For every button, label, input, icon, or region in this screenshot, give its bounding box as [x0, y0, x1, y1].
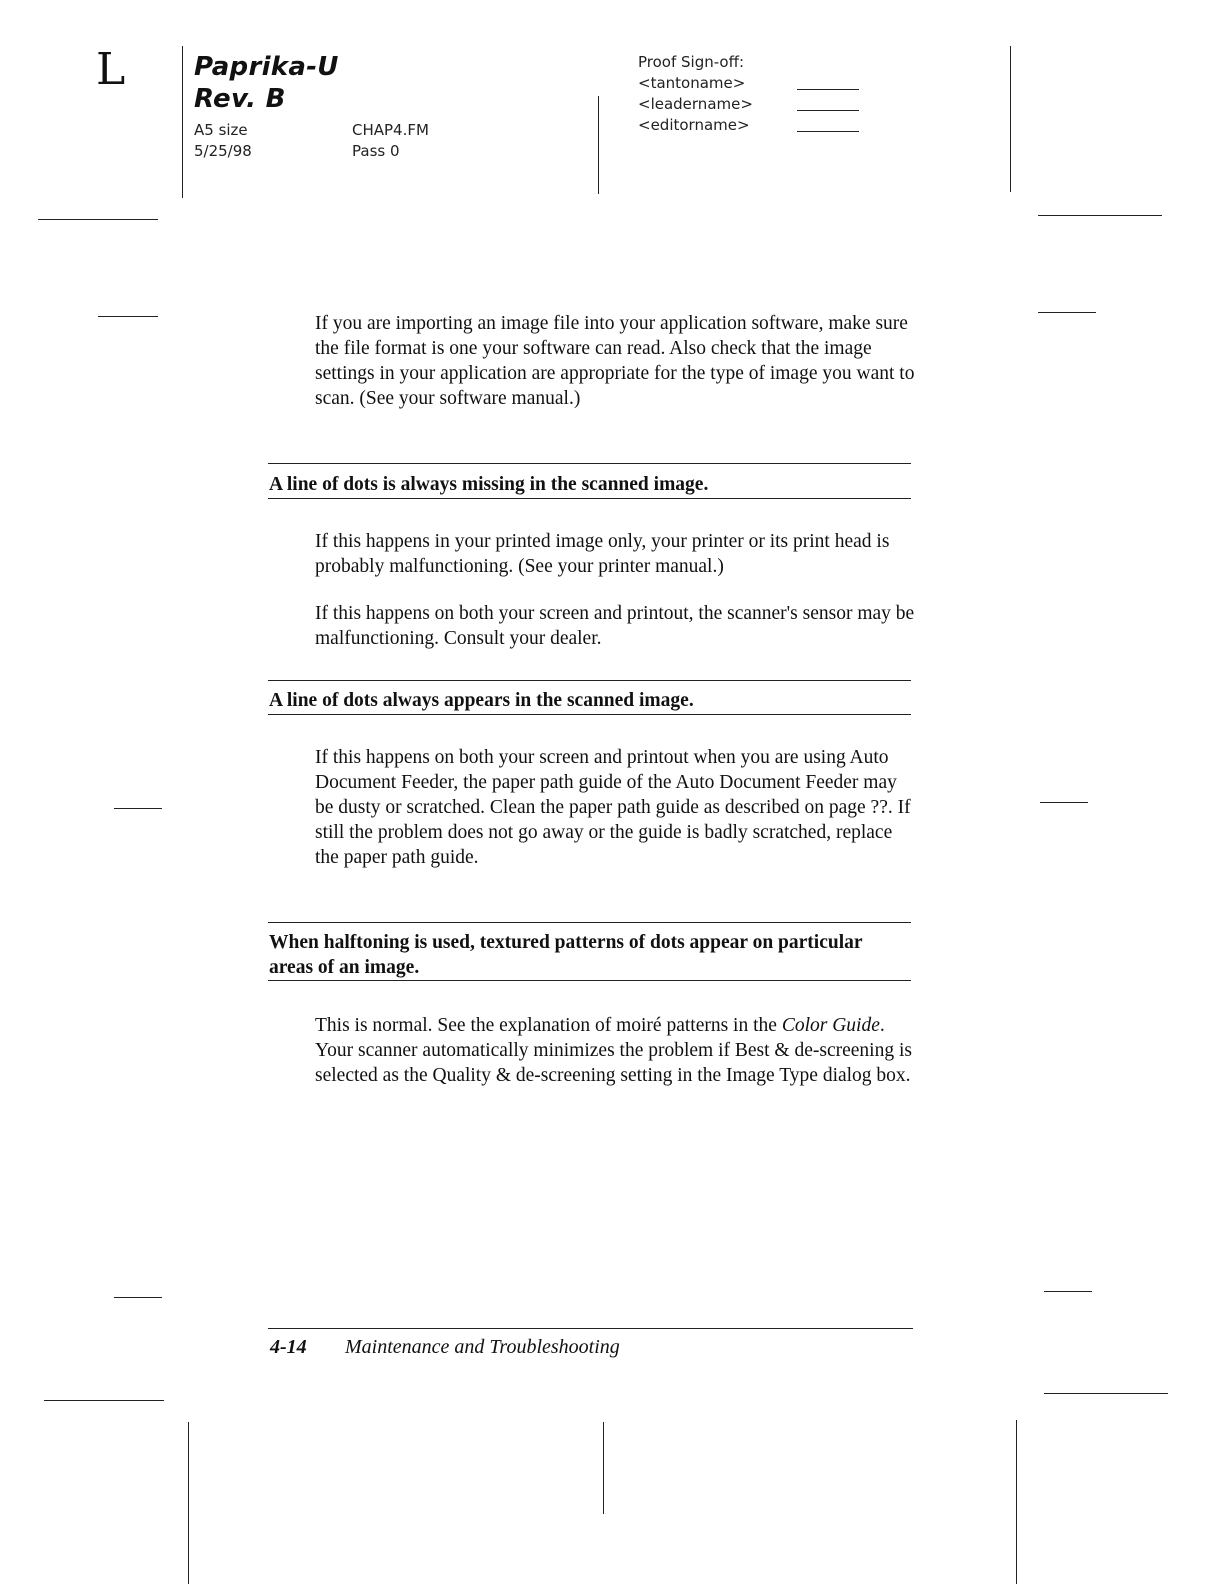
footer-rule [268, 1328, 913, 1329]
section-2-heading: A line of dots always appears in the scanned image. [269, 690, 694, 711]
color-guide-title: Color Guide [781, 1015, 880, 1036]
registration-mark-left-1 [98, 316, 158, 317]
signoff-blank-leader [797, 110, 859, 111]
crop-mark-bottom-left [44, 1400, 164, 1401]
section-1-rule-bottom [268, 498, 911, 499]
signoff-name-tanto: <tantoname> [638, 74, 746, 92]
section-2-paragraph-1: If this happens on both your screen and printout when you are using Auto Document Feeder, the paper path guide of the Auto Document Feeder may be dusty or scratched. Clean the paper path guide as described on page ??. If still the problem does not go away or the guide is badly scratched, replace the paper path guide. [315, 747, 911, 868]
header-divider-middle [598, 96, 599, 194]
paper-size: A5 size [194, 121, 248, 139]
section-1-rule-top [268, 463, 911, 464]
section-3-rule-bottom [268, 980, 911, 981]
registration-mark-left-3 [114, 1297, 162, 1298]
product-name: Paprika-U [194, 52, 339, 82]
crop-mark-bottom-right-vertical [1016, 1420, 1017, 1584]
section-2-rule-top [268, 680, 911, 681]
crop-mark-bottom-left-vertical [188, 1422, 189, 1584]
registration-mark-right-3 [1044, 1291, 1092, 1292]
file-name: CHAP4.FM [352, 121, 429, 139]
header-divider-left [182, 46, 183, 198]
intro-paragraph: If you are importing an image file into your application software, make sure the file format is one your software can read. Also check that the image settings in your application are appropriate for the type of image you want to scan. (See your software manual.) [315, 313, 915, 409]
section-3-text-start: This is normal. See the explanation of moiré patterns in the [315, 1015, 782, 1036]
registration-mark-right-1 [1038, 312, 1096, 313]
section-1-paragraph-2: If this happens on both your screen and printout, the scanner's sensor may be malfunctioning. Consult your dealer. [315, 603, 915, 649]
section-1-heading: A line of dots is always missing in the scanned image. [269, 474, 709, 495]
proof-signoff-title: Proof Sign-off: [638, 53, 744, 71]
footer-chapter-title: Maintenance and Troubleshooting [345, 1336, 620, 1358]
section-3-text-end: . Your scanner automatically minimizes the problem if Best & de-screening is selected as the Quality & de-screening setting in the Image Type dialog box. [315, 1015, 912, 1086]
section-1-paragraph-1: If this happens in your printed image only, your printer or its print head is probably malfunctioning. (See your printer manual.) [315, 531, 890, 577]
crop-mark-top-left [38, 219, 158, 220]
registration-mark-left-2 [114, 808, 162, 809]
footer-page-number: 4-14 [270, 1336, 307, 1358]
signoff-name-editor: <editorname> [638, 116, 750, 134]
crop-mark-top-right [1038, 215, 1162, 216]
header-divider-right [1010, 46, 1011, 192]
section-2-rule-bottom [268, 714, 911, 715]
signoff-blank-editor [797, 131, 859, 132]
signoff-name-leader: <leadername> [638, 95, 753, 113]
crop-mark-bottom-center-vertical [603, 1422, 604, 1514]
pass-label: Pass 0 [352, 142, 400, 160]
document-date: 5/25/98 [194, 142, 252, 160]
section-3-paragraph-1 [315, 1013, 915, 1088]
signoff-blank-tanto [797, 89, 859, 90]
section-3-heading: When halftoning is used, textured patterns of dots appear on particular areas of an image. [269, 932, 863, 978]
revision-label: Rev. B [194, 84, 286, 114]
registration-mark-right-2 [1040, 802, 1088, 803]
corner-mark: L [96, 44, 126, 95]
crop-mark-bottom-right [1044, 1393, 1168, 1394]
section-3-rule-top [268, 922, 911, 923]
